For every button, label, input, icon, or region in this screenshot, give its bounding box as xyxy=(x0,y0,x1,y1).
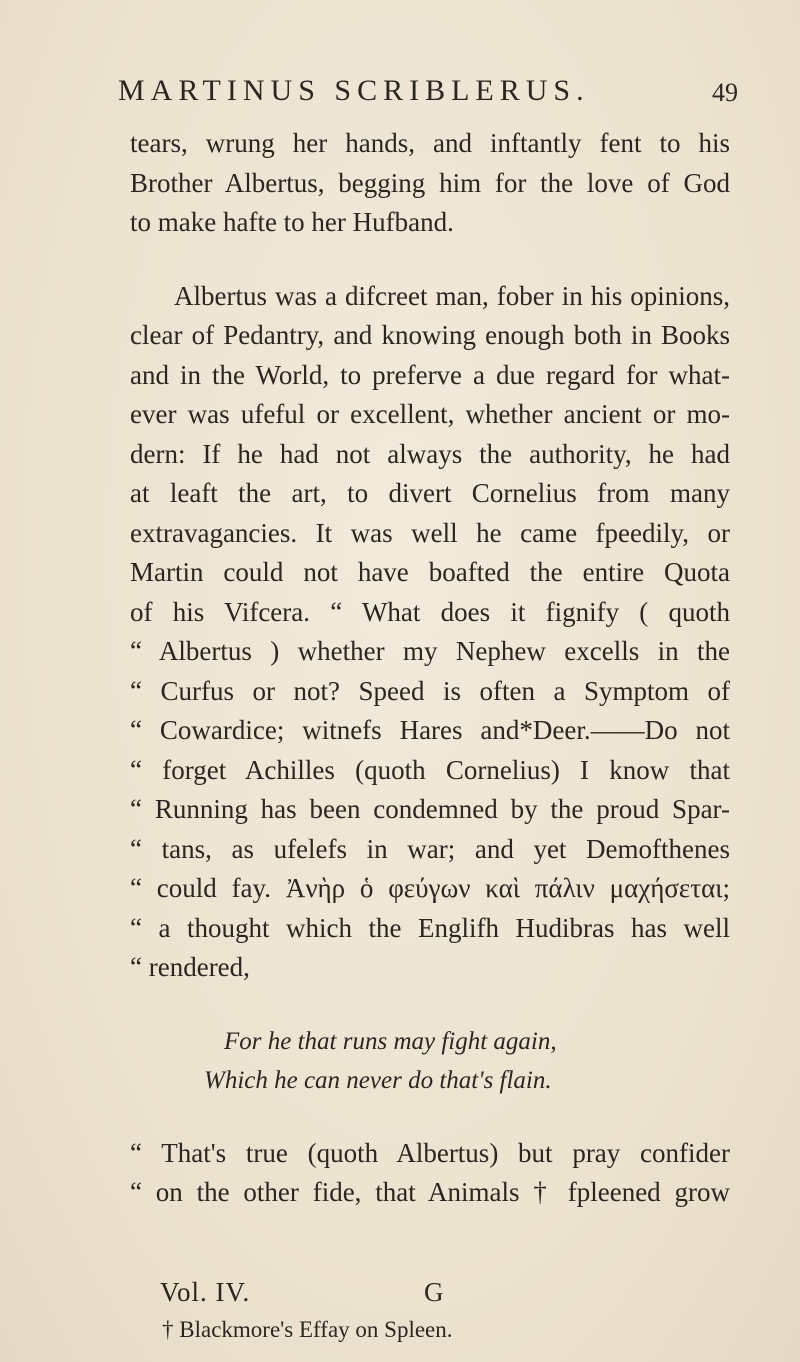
paragraph-gap xyxy=(130,988,730,1022)
text-line: “ a thought which the Englifh Hudibras has well xyxy=(130,912,730,943)
text-line: “ forget Achilles (quoth Cornelius) I know that xyxy=(130,754,730,785)
text-line: and in the World, to preferve a due regard for what- xyxy=(130,359,730,390)
text-line: “ Albertus ) whether my Nephew excells in the xyxy=(130,636,730,666)
text-line: to make hafte to her Hufband. xyxy=(130,207,454,237)
text-line: “ Cowardice; witnefs Hares and*Deer.——Do not xyxy=(130,715,730,745)
text-line: “ tans, as ufelefs in war; and yet Demofthenes xyxy=(130,833,730,864)
text-line: “ That's true (quoth Albertus) but pray confider xyxy=(130,1137,730,1168)
text-line: Brother Albertus, begging him for the love of God xyxy=(130,167,730,198)
text-line: “ rendered, xyxy=(130,952,250,982)
page-number: 49 xyxy=(712,78,738,107)
text-line: at leaft the art, to divert Cornelius from many xyxy=(130,478,730,508)
text-line: ever was ufeful or excellent, whether ancient or mo- xyxy=(130,399,730,429)
verse-line: For he that runs may fight again, xyxy=(224,1027,557,1055)
signature-line xyxy=(128,1277,728,1317)
verse-line: Which he can never do that's flain. xyxy=(204,1066,552,1094)
text-line: Martin could not have boafted the entire Quota xyxy=(130,557,730,587)
paragraph-gap xyxy=(130,1100,730,1134)
footnote: † Blackmore's Effay on Spleen. xyxy=(162,1317,453,1342)
text-line: Albertus was a difcreet man, fober in his opinions, xyxy=(174,280,730,311)
text-line: “ on the other fide, that Animals † fpleened grow xyxy=(130,1177,730,1207)
text-line: extravagancies. It was well he came fpeedily, or xyxy=(130,517,730,548)
text-line: “ Running has been condemned by the proud Spar- xyxy=(130,794,730,824)
text-line: “ Curfus or not? Speed is often a Symptom of xyxy=(130,675,730,706)
text-line: “ could fay. Ἀνὴρ ὁ φεύγων καὶ πάλιν μαχήσεται; xyxy=(130,873,730,903)
paragraph-gap xyxy=(130,243,730,277)
signature-mark: G xyxy=(424,1277,444,1307)
text-line: tears, wrung her hands, and inftantly fent to his xyxy=(130,128,730,158)
body-text xyxy=(130,124,730,1213)
text-line: dern: If he had not always the authority, he had xyxy=(130,438,730,469)
volume-label: Vol. IV. xyxy=(160,1277,251,1307)
text-line: of his Vifcera. “ What does it fignify ( quoth xyxy=(130,596,730,627)
text-line: clear of Pedantry, and knowing enough both in Books xyxy=(130,320,730,350)
page-header xyxy=(118,74,738,114)
running-head: MARTINUS SCRIBLERUS. xyxy=(118,74,590,107)
